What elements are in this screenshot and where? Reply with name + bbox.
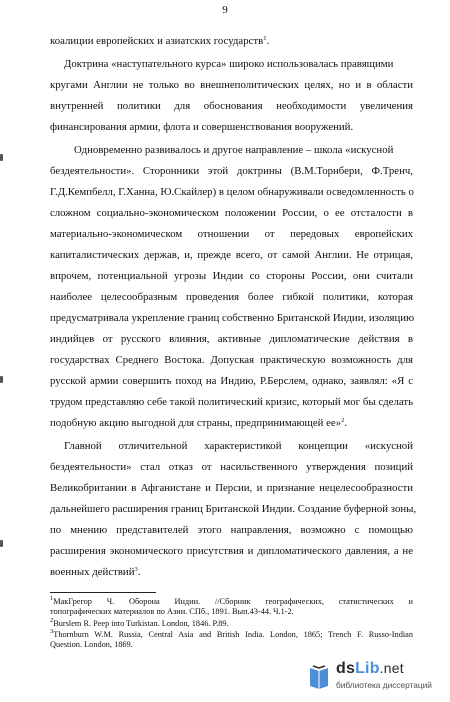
footnote xyxy=(50,607,413,617)
footnote-text: топографических материалов по Азии. СПб., 1891. Вып.43-44. Ч.1-2. xyxy=(50,607,294,616)
book-icon xyxy=(306,662,332,690)
footnote xyxy=(50,619,413,629)
text-line: бездеятельности». Сторонники этой доктрины (В.М.Торнбери, Ф.Тренч, xyxy=(50,165,413,177)
footnote-ref[interactable]: 2 xyxy=(341,417,345,424)
footnote-mark: 2 xyxy=(50,617,54,624)
text-line: Главной отличительной характеристикой концепции «искусной xyxy=(64,440,413,452)
footnote xyxy=(50,597,413,607)
text-line: капиталистических держав, и, прежде всего, от самой Англии. Не отрицая, xyxy=(50,249,413,261)
footnote xyxy=(50,630,413,640)
text-line: Великобритании в Афганистане и Персии, и признание нецелесообразности xyxy=(50,482,413,494)
text-line: по мнению представителей этого направления, возможно с помощью xyxy=(50,524,413,536)
text-line: дальнейшего расширения границ Британской Индии. Создание буферной зоны, xyxy=(50,503,417,515)
text-line: Одновременно развивалось и другое направление – школа «искусной xyxy=(74,144,394,156)
text-line: Г.Д.Кемпбелл, Г.Ханна, Ю.Скайлер) в целом обнаруживали осведомленность о xyxy=(50,186,414,198)
text-line: финансирования армии, флота и совершенствования вооружений. xyxy=(50,121,354,133)
footnote xyxy=(50,640,413,650)
text-line: впрочем, потенциальной угрозы Индии со стороны России, они считали xyxy=(50,270,413,282)
text-line: расширения экономического присутствия и дипломатического давления, а не xyxy=(50,545,413,557)
text-line: Доктрина «наступательного курса» широко использовалась правящими xyxy=(64,58,394,70)
text-line: русской армии совершить поход на Индию, Р.Берслем, однако, заявлял: «Я с xyxy=(50,375,413,387)
text-line: государствах Среднего Востока. Допуская практическую возможность для xyxy=(50,354,413,366)
text-line: предусматривала укрепление границ собственно Британской Индии, изоляцию xyxy=(50,312,415,324)
footnote-text: МакГрегор Ч. Оборона Индии. //Сборник географических, статистических и xyxy=(53,597,413,606)
margin-mark xyxy=(0,376,3,383)
margin-mark xyxy=(0,540,3,547)
text-line: внутренней политики для обоснования необходимости увеличения xyxy=(50,100,413,112)
footnote-divider xyxy=(50,592,156,593)
page-number: 9 xyxy=(222,4,228,16)
text-line: бездеятельности» стал отказ от насильственного утверждения позиций xyxy=(50,461,413,473)
footnote-mark: 3 xyxy=(50,628,54,635)
text-line: индийцев от русского влияния, активные дипломатические действия в xyxy=(50,333,413,345)
footnote-mark: 1 xyxy=(50,595,54,602)
text-line: подобную акцию выгодной для страны, предпринимающей ее»$^2$. xyxy=(50,417,348,429)
footnote-text: Thornburn W.M. Russia, Central Asia and British India. London, 1865; Trench F. Russo-Indian xyxy=(53,630,413,639)
text-line: военных действий$^3$. xyxy=(50,566,141,578)
text-line: наиболее целесообразным проведения более гибкой политики, которая xyxy=(50,291,413,303)
watermark-subtitle: библиотека диссертаций xyxy=(336,680,432,690)
text-line: сложном социально-экономическом положении России, о ее отсталости в xyxy=(50,207,413,219)
watermark-brand: dsLib.net xyxy=(336,660,404,677)
footnote-text: Question. London, 1869. xyxy=(50,640,133,649)
dslib-watermark[interactable] xyxy=(306,660,442,694)
footnote-ref[interactable]: 3 xyxy=(134,566,138,573)
margin-mark xyxy=(0,154,3,161)
footnote-ref[interactable]: 1 xyxy=(263,35,267,42)
footnote-text: Burslem R. Peep into Turkistan. London, 1846. P.89. xyxy=(53,619,229,628)
text-line: трудом представляю себе такой политический кризис, который мог бы сделать xyxy=(50,396,413,408)
text-line: коалиции европейских и азиатских государств$^1$. xyxy=(50,35,270,47)
text-line: материально-экономическом отношении от передовых европейских xyxy=(50,228,413,240)
text-line: кругами Англии не только во внешнеполитических целях, но и в области xyxy=(50,79,413,91)
